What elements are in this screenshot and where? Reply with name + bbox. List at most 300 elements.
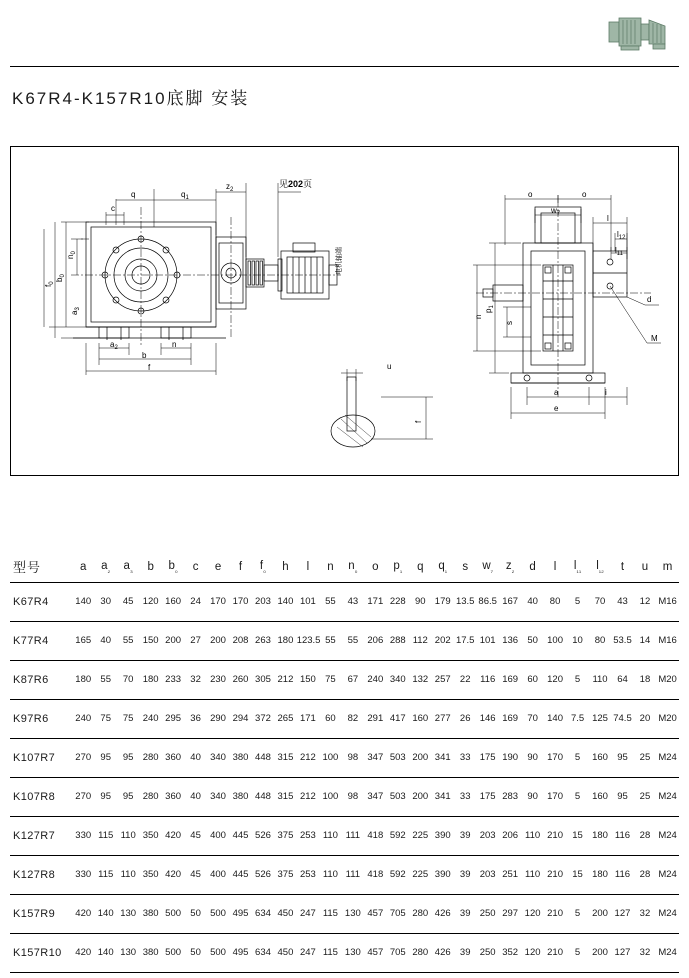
cell-value: 210 [544,933,566,972]
cell-value: 55 [319,621,341,660]
cell-value: 270 [72,777,94,816]
cell-value: 426 [432,894,454,933]
cell-value: 140 [274,582,296,621]
cell-value: 206 [364,621,386,660]
cell-value: 5 [566,582,588,621]
cell-value: 170 [207,582,229,621]
cell-value: 32 [634,933,656,972]
cell-value: 98 [342,777,364,816]
column-header-1: a [72,552,94,582]
table-row [10,621,679,660]
cell-value: 116 [611,855,633,894]
svg-text:u: u [387,362,392,371]
table-row [10,738,679,777]
cell-value: 380 [229,777,251,816]
cell-value: 101 [476,621,498,660]
cell-value: 170 [544,777,566,816]
svg-text:o: o [528,190,533,199]
cell-value: 75 [117,699,139,738]
cell-value: 233 [162,660,184,699]
cell-value: 55 [342,621,364,660]
cell-value: 420 [72,933,94,972]
cell-value: 341 [432,738,454,777]
cell-value: 27 [184,621,206,660]
cell-value: 294 [229,699,251,738]
page-title: K67R4-K157R10底脚 安装 [12,89,250,109]
cell-value: 123.5 [297,621,319,660]
cell-value: 295 [162,699,184,738]
cell-value: 450 [274,933,296,972]
cell-value: 228 [387,582,409,621]
cell-value: 500 [162,894,184,933]
column-header-18: s [454,552,476,582]
table-row [10,855,679,894]
cell-value: 75 [94,699,116,738]
cell-value: 212 [297,738,319,777]
cell-value: 315 [274,777,296,816]
cell-value: 179 [432,582,454,621]
cell-value: 288 [387,621,409,660]
cell-value: 352 [499,933,521,972]
cell-value: 426 [432,933,454,972]
cell-value: 5 [566,933,588,972]
cell-value: 418 [364,855,386,894]
table-row [10,699,679,738]
table-row [10,777,679,816]
column-header-19: $w_{_7}$ [476,552,498,582]
cell-value: 170 [544,738,566,777]
cell-value: 100 [544,621,566,660]
cell-value: 50 [184,933,206,972]
cell-value: 125 [589,699,611,738]
cell-value: M24 [656,933,679,972]
column-header-21: d [521,552,543,582]
svg-text:w7: $w_7$ [551,206,561,217]
cell-value: 445 [229,816,251,855]
cell-value: 95 [94,777,116,816]
cell-value: 25 [634,738,656,777]
cell-value: 200 [589,933,611,972]
svg-text:i: i [605,388,607,397]
cell-model: K107R7 [10,738,72,777]
svg-text:电机轴端: 电机轴端 [336,247,343,275]
cell-value: 171 [364,582,386,621]
column-header-25: t [611,552,633,582]
cell-model: K127R7 [10,816,72,855]
cell-value: M20 [656,660,679,699]
cell-value: 70 [117,660,139,699]
cell-value: 112 [409,621,431,660]
cell-value: 251 [499,855,521,894]
column-header-26: u [634,552,656,582]
cell-value: 140 [544,699,566,738]
cell-value: 24 [184,582,206,621]
cell-value: 75 [319,660,341,699]
cell-value: 420 [162,816,184,855]
cell-value: 7.5 [566,699,588,738]
cell-value: 253 [297,816,319,855]
cell-value: 120 [139,582,161,621]
cell-value: 448 [252,738,274,777]
cell-value: 203 [476,855,498,894]
cell-value: 200 [207,621,229,660]
cell-value: 50 [521,621,543,660]
cell-value: 390 [432,855,454,894]
cell-value: 60 [319,699,341,738]
svg-text:M: M [651,334,658,343]
cell-value: 180 [139,660,161,699]
column-header-3: $a_{_3}$ [117,552,139,582]
svg-text:d: d [647,295,652,304]
cell-value: 330 [72,855,94,894]
cell-value: 180 [274,621,296,660]
column-header-2: $a_{_2}$ [94,552,116,582]
cell-value: 330 [72,816,94,855]
svg-text:b0: $b_0$ [55,274,66,282]
table-row [10,582,679,621]
svg-text:f0: $f_0$ [44,281,55,287]
cell-value: 140 [72,582,94,621]
cell-value: 503 [387,738,409,777]
cell-value: 705 [387,933,409,972]
cell-value: 457 [364,894,386,933]
cell-value: 280 [139,738,161,777]
table-row [10,660,679,699]
svg-text:p1: $p_1$ [484,305,495,313]
cell-value: 526 [252,855,274,894]
cell-value: 240 [139,699,161,738]
cell-value: 120 [544,660,566,699]
cell-value: 50 [184,894,206,933]
cell-value: M24 [656,777,679,816]
cell-value: 55 [319,582,341,621]
cell-value: 12 [634,582,656,621]
column-header-24: $l_{_{12}}$ [589,552,611,582]
cell-value: 247 [297,933,319,972]
column-header-13: $n_{_0}$ [342,552,364,582]
cell-value: 203 [252,582,274,621]
cell-value: 190 [499,738,521,777]
svg-text:f: f [148,363,151,372]
cell-value: 15 [566,816,588,855]
svg-text:q1: $q_1$ [181,190,189,201]
cell-value: 180 [589,816,611,855]
cell-value: 445 [229,855,251,894]
cell-value: 100 [319,738,341,777]
cell-value: 240 [72,699,94,738]
table-row [10,894,679,933]
cell-value: 95 [117,738,139,777]
cell-value: 634 [252,933,274,972]
cell-value: 67 [342,660,364,699]
column-header-12: n [319,552,341,582]
cell-value: 297 [499,894,521,933]
cell-value: 130 [117,894,139,933]
cell-value: 150 [139,621,161,660]
cell-value: 457 [364,933,386,972]
svg-text:e: e [554,404,559,413]
cell-value: 39 [454,933,476,972]
cell-value: 315 [274,738,296,777]
cell-value: 592 [387,816,409,855]
cell-value: 291 [364,699,386,738]
cell-value: M16 [656,621,679,660]
cell-value: 95 [94,738,116,777]
cell-value: 210 [544,894,566,933]
cell-value: 350 [139,816,161,855]
cell-value: 418 [364,816,386,855]
column-header-17: $q_{_1}$ [432,552,454,582]
cell-value: 33 [454,738,476,777]
cell-value: 43 [342,582,364,621]
cell-value: 127 [611,894,633,933]
cell-value: 634 [252,894,274,933]
cell-value: 450 [274,894,296,933]
cell-value: 175 [476,738,498,777]
cell-value: 45 [117,582,139,621]
cell-value: 45 [184,855,206,894]
gear-motor-icon [607,14,671,54]
cell-value: 200 [409,777,431,816]
column-header-model: 型号 [10,552,72,582]
cell-value: M24 [656,894,679,933]
cell-value: M24 [656,855,679,894]
cell-value: 171 [297,699,319,738]
cell-value: 260 [229,660,251,699]
cell-value: 170 [229,582,251,621]
table-body [10,582,679,972]
cell-value: 270 [72,738,94,777]
cell-value: 212 [297,777,319,816]
svg-text:l11: $l_{11}$ [615,246,624,257]
cell-value: 40 [521,582,543,621]
cell-value: 74.5 [611,699,633,738]
cell-value: 360 [162,777,184,816]
cell-value: 45 [184,816,206,855]
cell-value: 140 [94,894,116,933]
cell-value: 169 [499,699,521,738]
cell-value: 70 [521,699,543,738]
svg-text:a3: $a_3$ [70,307,81,315]
cell-value: 150 [297,660,319,699]
cell-value: 130 [342,933,364,972]
cell-value: 146 [476,699,498,738]
cell-value: 705 [387,894,409,933]
specification-table [10,552,679,973]
cell-value: M24 [656,738,679,777]
cell-value: 500 [162,933,184,972]
cell-value: 417 [387,699,409,738]
table-header-row [10,552,679,582]
cell-value: 40 [184,738,206,777]
cell-value: 200 [589,894,611,933]
cell-value: 22 [454,660,476,699]
cell-value: 175 [476,777,498,816]
cell-value: 212 [274,660,296,699]
cell-value: 240 [364,660,386,699]
cell-value: 116 [476,660,498,699]
cell-value: 110 [521,816,543,855]
cell-value: 136 [499,621,521,660]
cell-value: 495 [229,933,251,972]
cell-value: 230 [207,660,229,699]
cell-value: 95 [117,777,139,816]
cell-value: 115 [319,894,341,933]
cell-value: 86.5 [476,582,498,621]
cell-value: 340 [207,777,229,816]
cell-model: K67R4 [10,582,72,621]
column-header-16: q [409,552,431,582]
cell-value: 13.5 [454,582,476,621]
column-header-6: c [184,552,206,582]
cell-model: K87R6 [10,660,72,699]
cell-value: 82 [342,699,364,738]
cell-value: 18 [634,660,656,699]
cell-value: 5 [566,777,588,816]
cell-value: 375 [274,855,296,894]
svg-text:l: l [607,214,609,223]
cell-value: 100 [319,777,341,816]
svg-text:q: q [131,190,136,199]
cell-value: 500 [207,933,229,972]
cell-value: 110 [117,855,139,894]
cell-value: 169 [499,660,521,699]
cell-value: 341 [432,777,454,816]
cell-value: 53.5 [611,621,633,660]
cell-value: 14 [634,621,656,660]
cell-value: 225 [409,855,431,894]
svg-text:z2: $z_2$ [226,182,234,193]
cell-value: 5 [566,894,588,933]
cell-value: 26 [454,699,476,738]
cell-value: 257 [432,660,454,699]
column-header-27: m [656,552,679,582]
svg-text:n0: $n_0$ [66,251,77,259]
cell-value: 43 [611,582,633,621]
cell-value: 263 [252,621,274,660]
cell-value: 120 [521,933,543,972]
column-header-10: h [274,552,296,582]
cell-value: 17.5 [454,621,476,660]
table-row [10,933,679,972]
cell-value: 110 [521,855,543,894]
cell-model: K77R4 [10,621,72,660]
cell-value: 5 [566,660,588,699]
svg-text:见202页: 见202页 [279,179,313,189]
cell-value: 111 [342,816,364,855]
cell-value: 70 [589,582,611,621]
cell-value: 80 [589,621,611,660]
cell-value: 120 [521,894,543,933]
cell-value: 40 [184,777,206,816]
cell-value: 500 [207,894,229,933]
svg-text:l12: $l_{12}$ [617,230,626,241]
cell-value: 33 [454,777,476,816]
cell-value: 210 [544,855,566,894]
cell-value: 526 [252,816,274,855]
cell-value: 80 [544,582,566,621]
cell-value: 372 [252,699,274,738]
cell-value: 127 [611,933,633,972]
column-header-4: b [139,552,161,582]
cell-value: 347 [364,777,386,816]
cell-value: 90 [521,738,543,777]
cell-value: 110 [589,660,611,699]
column-header-15: $p_{_1}$ [387,552,409,582]
cell-value: 115 [319,933,341,972]
cell-value: 140 [94,933,116,972]
svg-text:a: a [554,388,559,397]
cell-value: 265 [274,699,296,738]
cell-value: 115 [94,855,116,894]
cell-value: 200 [409,738,431,777]
svg-text:a2: $a_2$ [110,340,118,351]
cell-value: 592 [387,855,409,894]
cell-value: 400 [207,855,229,894]
cell-value: 40 [94,621,116,660]
cell-value: 64 [611,660,633,699]
cell-model: K157R10 [10,933,72,972]
cell-value: 20 [634,699,656,738]
cell-value: 206 [499,816,521,855]
svg-text:b: b [142,351,147,360]
cell-value: 250 [476,933,498,972]
cell-value: 28 [634,816,656,855]
cell-value: 347 [364,738,386,777]
cell-value: 250 [476,894,498,933]
cell-value: 202 [432,621,454,660]
column-header-22: l [544,552,566,582]
cell-value: 280 [139,777,161,816]
cell-value: 55 [117,621,139,660]
cell-value: 10 [566,621,588,660]
cell-value: 495 [229,894,251,933]
column-header-9: $f_{_0}$ [252,552,274,582]
cell-value: 55 [94,660,116,699]
cell-model: K107R8 [10,777,72,816]
cell-value: 340 [387,660,409,699]
cell-value: 280 [409,894,431,933]
column-header-11: l [297,552,319,582]
cell-value: 165 [72,621,94,660]
cell-value: 25 [634,777,656,816]
cell-value: 32 [184,660,206,699]
cell-model: K97R6 [10,699,72,738]
cell-value: 39 [454,816,476,855]
column-header-23: $l_{_{11}}$ [566,552,588,582]
svg-text:c: c [111,204,115,213]
cell-value: 130 [342,894,364,933]
cell-value: 380 [229,738,251,777]
cell-model: K157R9 [10,894,72,933]
cell-value: 390 [432,816,454,855]
table-row [10,816,679,855]
cell-value: 95 [611,738,633,777]
cell-value: 375 [274,816,296,855]
cell-value: 160 [589,777,611,816]
cell-value: 116 [611,816,633,855]
cell-value: 380 [139,894,161,933]
cell-value: 110 [319,816,341,855]
column-header-20: $z_{_2}$ [499,552,521,582]
cell-value: 36 [184,699,206,738]
cell-value: 420 [72,894,94,933]
cell-value: 5 [566,738,588,777]
cell-value: 380 [139,933,161,972]
cell-value: 110 [319,855,341,894]
cell-value: 30 [94,582,116,621]
cell-value: 420 [162,855,184,894]
